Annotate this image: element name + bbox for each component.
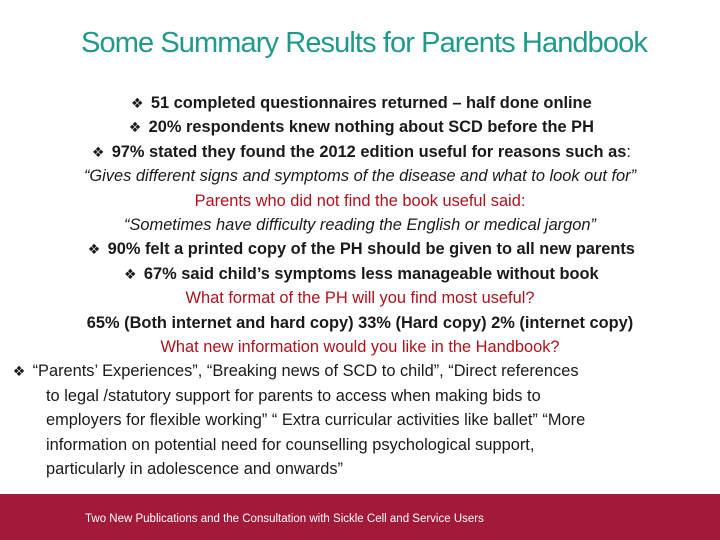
line-text: 51 completed questionnaires returned – half done online	[150, 94, 592, 112]
slide-title: Some Summary Results for Parents Handbook	[81, 27, 647, 59]
diamond-bullet-icon: ❖	[131, 95, 144, 111]
line-text: 67% said child’s symptoms less manageable without book	[143, 264, 599, 283]
line-colon: :	[626, 142, 631, 161]
bullet-line-useful	[40, 140, 680, 164]
slide-content	[12, 91, 680, 482]
footer-bar	[0, 494, 720, 540]
format-results: 65% (Both internet and hard copy) 33% (Hard copy) 2% (internet copy)	[86, 313, 634, 332]
question-format: What format of the PH will you find most useful?	[185, 289, 535, 308]
line-text: “Parents’ Experiences”, “Breaking news of SCD to child”, “Direct references	[32, 362, 579, 381]
footer-text: Two New Publications and the Consultation with Sickle Cell and Service Users	[85, 513, 484, 525]
diamond-bullet-icon: ❖	[128, 119, 142, 136]
bullet-line-symptoms	[40, 262, 680, 286]
quote-signs-symptoms: “Gives different signs and symptoms of the disease and what to look out for”	[83, 167, 637, 186]
bullet-line-questionnaires	[40, 91, 680, 115]
wrap-line: employers for flexible working” “ Extra curricular activities like ballet” “More	[46, 411, 586, 430]
line-text: 97% stated they found the 2012 edition useful for reasons such as	[111, 142, 627, 161]
quote-difficulty: “Sometimes have difficulty reading the English or medical jargon”	[124, 216, 596, 235]
subheading-not-useful: Parents who did not find the book useful said:	[194, 191, 526, 210]
wrap-line: to legal /statutory support for parents to access when making bids to	[46, 386, 541, 405]
bullet-line-printed-copy	[40, 237, 680, 261]
diamond-bullet-icon: ❖	[91, 143, 105, 160]
wrap-first-line	[10, 359, 690, 383]
wrap-line: particularly in adolescence and onwards”	[46, 460, 344, 479]
line-text: 20% respondents knew nothing about SCD before the PH	[148, 118, 594, 137]
question-new-information: What new information would you like in the Handbook?	[160, 338, 560, 357]
diamond-bullet-icon: ❖	[87, 241, 101, 258]
diamond-bullet-icon: ❖	[124, 265, 137, 282]
bullet-block-new-info	[10, 359, 690, 481]
wrap-line: information on potential need for counselling psychological support,	[46, 435, 535, 454]
diamond-bullet-icon: ❖	[12, 363, 26, 380]
line-text: 90% felt a printed copy of the PH should be given to all new parents	[107, 240, 635, 259]
bullet-line-respondents	[40, 115, 680, 139]
